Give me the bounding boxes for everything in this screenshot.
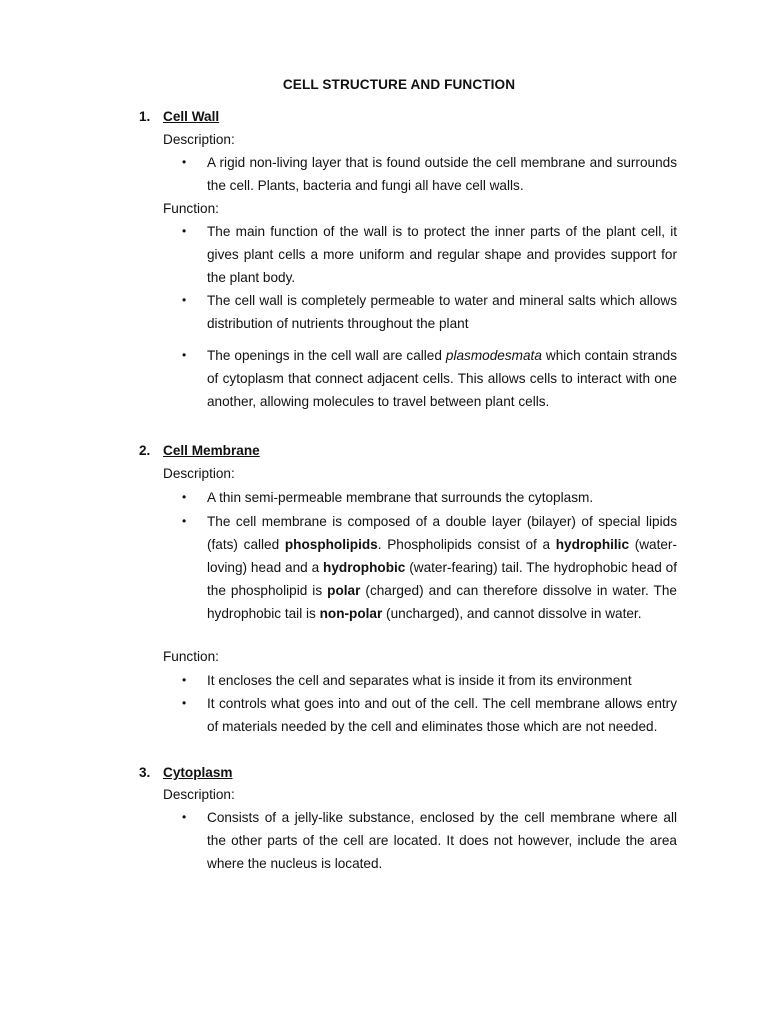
- term-phospholipids: phospholipids: [284, 537, 378, 552]
- section-name: Cell Wall: [163, 109, 220, 124]
- section-number: 3.: [139, 765, 151, 780]
- text-run: (uncharged), and cannot dissolve in water.: [382, 606, 642, 621]
- term-plasmodesmata: plasmodesmata: [445, 348, 542, 363]
- text-run: . Phospholipids consist of a: [377, 537, 556, 552]
- text-run: The cell membrane is composed of a double layer (bilayer) of special lipids (fats) called: [207, 514, 677, 552]
- function-label: Function:: [163, 649, 219, 664]
- page-title: CELL STRUCTURE AND FUNCTION: [282, 77, 516, 92]
- bullet-text: • The cell wall is completely permeable to water and mineral salts which allows distribution of nutrients throughout the plant: [207, 293, 677, 331]
- text-run: (water-loving) head and a: [207, 537, 677, 575]
- bullet-text: [207, 344, 677, 413]
- term-non-polar: non-polar: [319, 606, 383, 621]
- bullet-text: • It encloses the cell and separates what is inside it from its environment: [207, 673, 632, 688]
- bullet-text: • It controls what goes into and out of the cell. The cell membrane allows entry of materials needed by the cell and eliminates those which are not needed.: [207, 696, 677, 734]
- section-number: 2.: [139, 443, 151, 458]
- section-heading-cytoplasm: [139, 765, 233, 780]
- list-item: [207, 669, 677, 692]
- description-label: Description:: [163, 132, 235, 147]
- bullet-text: [207, 510, 677, 625]
- text-run: which contain strands of cytoplasm that connect adjacent cells. This allows cells to interact with one another, allowing molecules to travel between plant cells.: [207, 348, 678, 409]
- function-label: Function:: [163, 201, 219, 216]
- bullet-text: • A rigid non-living layer that is found outside the cell membrane and surrounds the cell. Plants, bacteria and fungi all have cell walls.: [207, 155, 677, 193]
- section-heading-cell-wall: [139, 109, 219, 124]
- bullet-text: • A thin semi-permeable membrane that surrounds the cytoplasm.: [207, 490, 594, 505]
- term-hydrophobic: hydrophobic: [323, 560, 406, 575]
- description-label: Description:: [163, 466, 235, 481]
- list-item: [207, 344, 677, 413]
- list-item: [207, 692, 677, 738]
- list-item: [207, 289, 677, 335]
- term-polar: polar: [327, 583, 361, 598]
- section-heading-cell-membrane: [139, 443, 260, 458]
- term-hydrophilic: hydrophilic: [555, 537, 630, 552]
- section-name: Cytoplasm: [163, 765, 233, 780]
- text-run: The openings in the cell wall are called: [207, 348, 446, 363]
- text-run: (water-fearing) tail. The hydrophobic head of the phospholipid is: [207, 560, 677, 598]
- section-number: 1.: [139, 109, 151, 124]
- list-item: [207, 510, 677, 625]
- bullet-text: • Consists of a jelly-like substance, enclosed by the cell membrane where all the other parts of the cell are located. It does not however, include the area where the nucleus is located.: [207, 810, 677, 871]
- bullet-text: • The main function of the wall is to protect the inner parts of the plant cell, it gives plant cells a more uniform and regular shape and provides support for the plant body.: [207, 224, 677, 285]
- list-item: [207, 486, 677, 509]
- list-item: [207, 220, 677, 289]
- text-run: (charged) and can therefore dissolve in water. The hydrophobic tail is: [207, 583, 677, 621]
- description-label: Description:: [163, 787, 235, 802]
- list-item: [207, 151, 677, 197]
- list-item: [207, 806, 677, 875]
- section-name: Cell Membrane: [163, 443, 260, 458]
